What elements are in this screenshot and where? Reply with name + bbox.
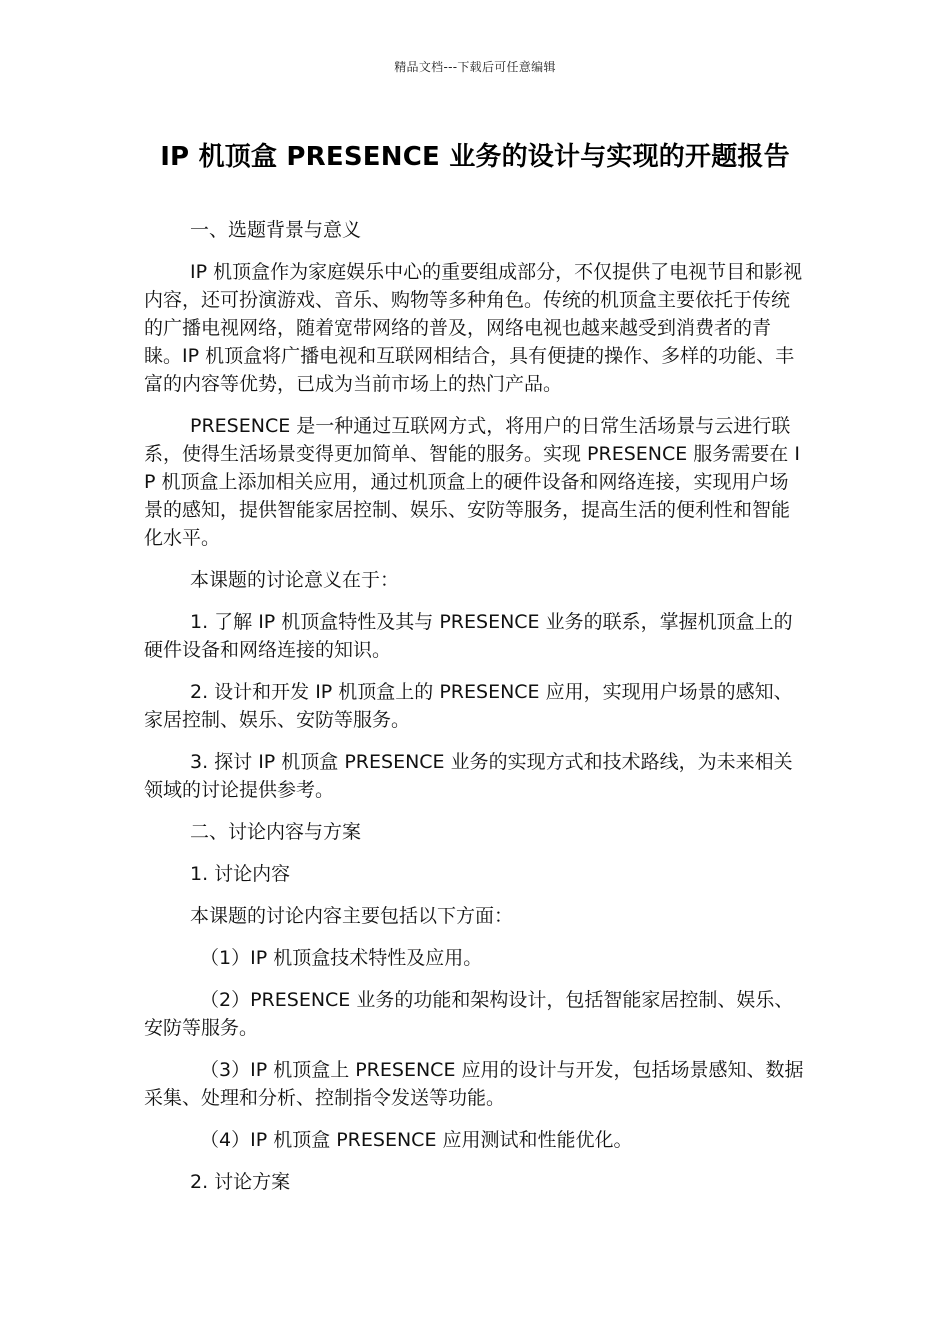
list-item-significance-2: 2. 设计和开发 IP 机顶盒上的 PRESENCE 应用，实现用户场景的感知、家居控制、娱乐、安防等服务。 [144, 681, 793, 731]
list-item-content-3: （3）IP 机顶盒上 PRESENCE 应用的设计与开发，包括场景感知、数据采集、处理和分析、控制指令发送等功能。 [144, 1059, 804, 1109]
paragraph-significance-lead: 本课题的讨论意义在于： [190, 569, 400, 591]
paragraph-presence-intro: PRESENCE 是一种通过互联网方式，将用户的日常生活场景与云进行联系，使得生活场景变得更加简单、智能的服务。实现 PRESENCE 服务需要在 IP 机顶盒上添加相关应用，通过机顶盒上的硬件设备和网络连接，实现用户场景的感知，提供智能家居控制、娱乐、安防等服务，提高生活的便利性和智能化水平。 [144, 415, 800, 549]
section-heading-content: 二、讨论内容与方案 [190, 821, 362, 843]
paragraph-stb-intro: IP 机顶盒作为家庭娱乐中心的重要组成部分，不仅提供了电视节目和影视内容，还可扮演游戏、音乐、购物等多种角色。传统的机顶盒主要依托于传统的广播电视网络，随着宽带网络的普及，网络电视也越来越受到消费者的青睐。IP 机顶盒将广播电视和互联网相结合，具有便捷的操作、多样的功能、丰富的内容等优势，已成为当前市场上的热门产品。 [144, 261, 803, 395]
document-body [144, 216, 804, 1210]
subheading-research-plan: 2. 讨论方案 [190, 1171, 291, 1193]
header-note: 精品文档---下载后可任意编辑 [394, 60, 556, 74]
paragraph-content-lead: 本课题的讨论内容主要包括以下方面： [190, 905, 514, 927]
list-item-significance-1: 1. 了解 IP 机顶盒特性及其与 PRESENCE 业务的联系，掌握机顶盒上的硬件设备和网络连接的知识。 [144, 611, 793, 661]
list-item-significance-3: 3. 探讨 IP 机顶盒 PRESENCE 业务的实现方式和技术路线，为未来相关领域的讨论提供参考。 [144, 751, 793, 801]
document-title: IP 机顶盒 PRESENCE 业务的设计与实现的开题报告 [160, 142, 790, 172]
section-heading-background: 一、选题背景与意义 [190, 219, 362, 241]
list-item-content-1: （1）IP 机顶盒技术特性及应用。 [200, 947, 483, 969]
list-item-content-4: （4）IP 机顶盒 PRESENCE 应用测试和性能优化。 [200, 1129, 633, 1151]
list-item-content-2: （2）PRESENCE 业务的功能和架构设计，包括智能家居控制、娱乐、安防等服务。 [144, 989, 794, 1039]
subheading-research-content: 1. 讨论内容 [190, 863, 291, 885]
